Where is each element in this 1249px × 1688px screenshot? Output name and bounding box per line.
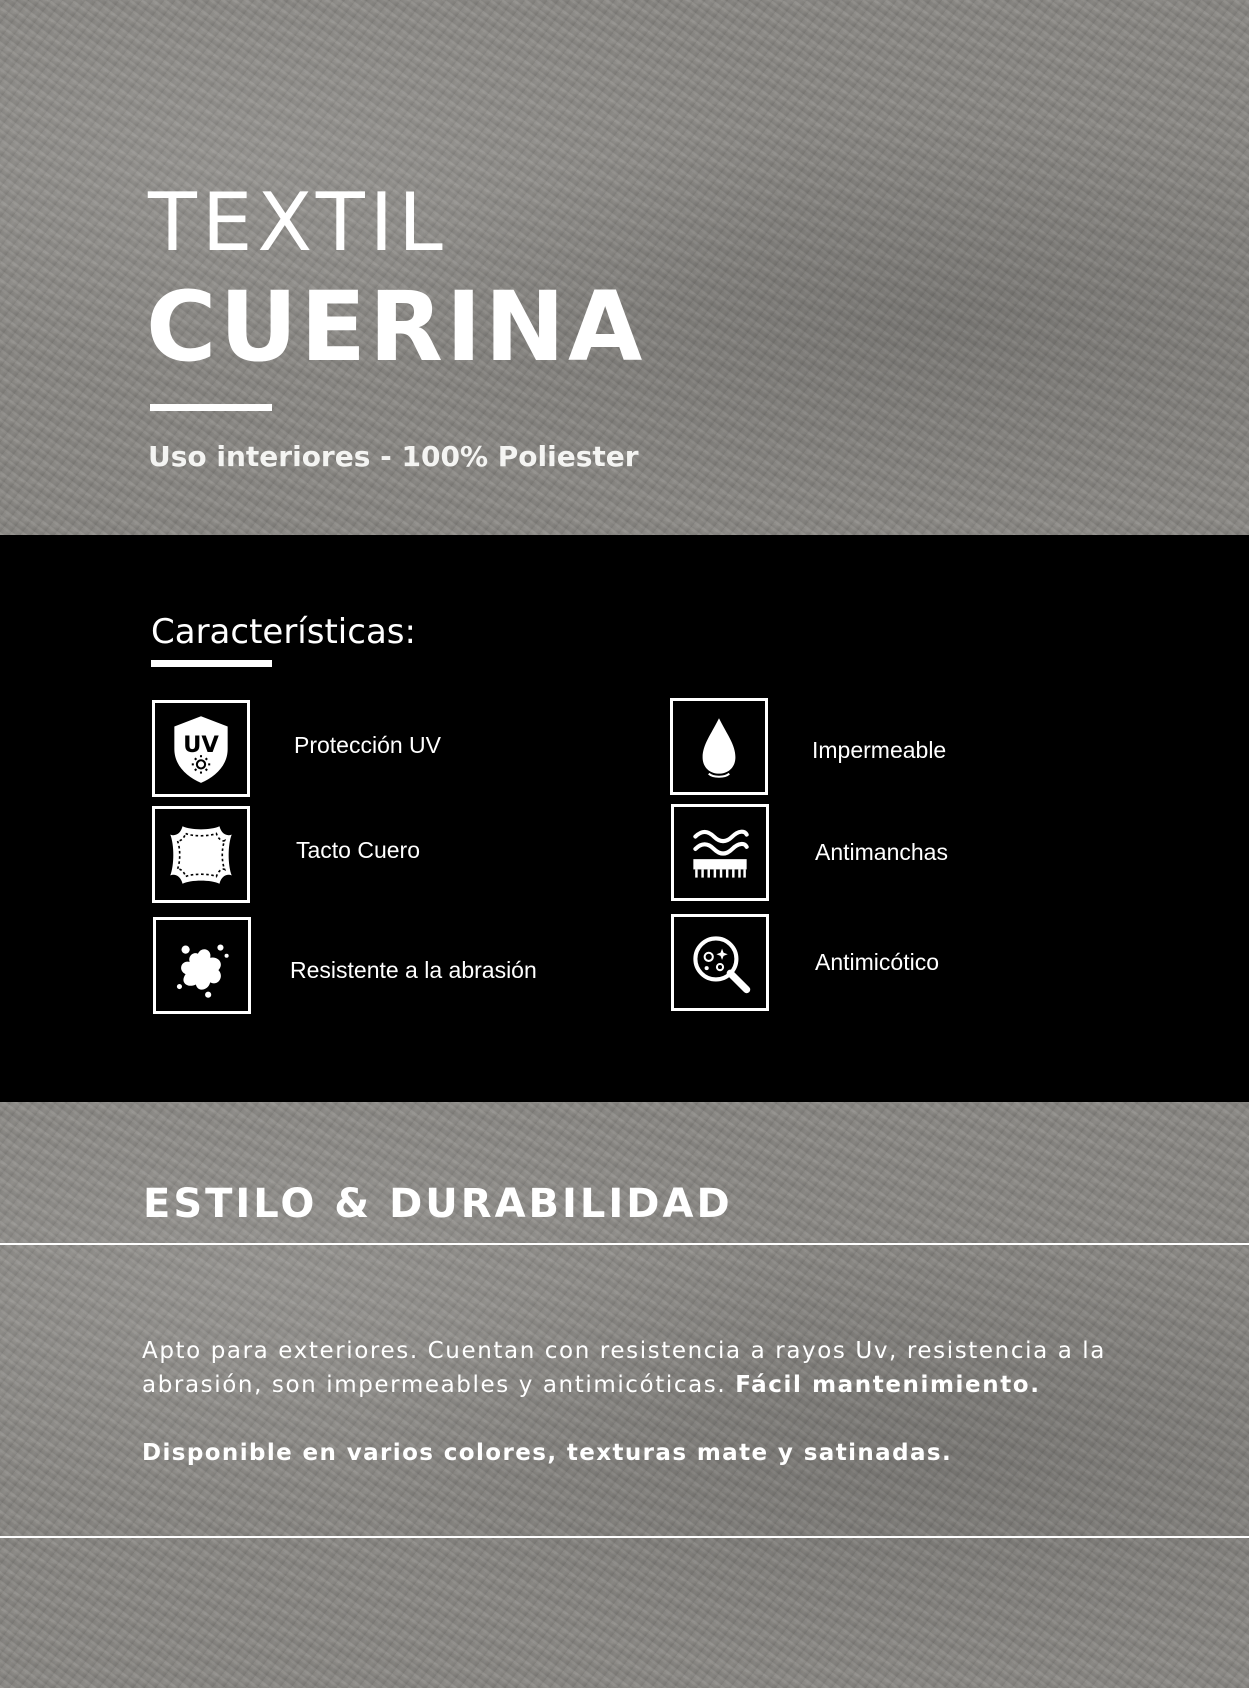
feature-label-waterproof: Impermeable	[812, 737, 947, 763]
feature-label-abrasion: Resistente a la abrasión	[290, 957, 537, 983]
title-underline	[150, 404, 272, 411]
water-drop-icon	[670, 698, 768, 795]
uv-shield-icon	[152, 700, 250, 797]
divider-top	[0, 1243, 1249, 1245]
section-title: ESTILO & DURABILIDAD	[143, 1181, 733, 1227]
features-heading: Características:	[151, 612, 416, 652]
subtitle: Uso interiores - 100% Poliester	[148, 440, 639, 473]
feature-label-stain: Antimanchas	[815, 839, 948, 865]
title-line-textil: TEXTIL	[148, 176, 448, 269]
title-line-cuerina: CUERINA	[146, 271, 646, 383]
description-emphasis: Fácil mantenimiento.	[735, 1372, 1041, 1398]
splash-icon	[153, 917, 251, 1014]
magnifier-germ-icon	[671, 914, 769, 1011]
divider-bottom	[0, 1536, 1249, 1538]
description-paragraph	[142, 1334, 1182, 1402]
features-heading-underline	[151, 660, 272, 667]
leather-hide-icon	[152, 806, 250, 903]
feature-label-uv: Protección UV	[294, 732, 442, 758]
availability-text: Disponible en varios colores, texturas mate y satinadas.	[142, 1440, 953, 1466]
feature-label-antifungal: Antimicótico	[815, 949, 939, 975]
feature-label-leather: Tacto Cuero	[296, 837, 421, 863]
description-text: Apto para exteriores. Cuentan con resistencia a rayos Uv, resistencia a la abrasión, son impermeables y antimicóticas.	[142, 1338, 1106, 1398]
brush-wave-icon	[671, 804, 769, 901]
svg-text:UV: UV	[183, 731, 219, 758]
